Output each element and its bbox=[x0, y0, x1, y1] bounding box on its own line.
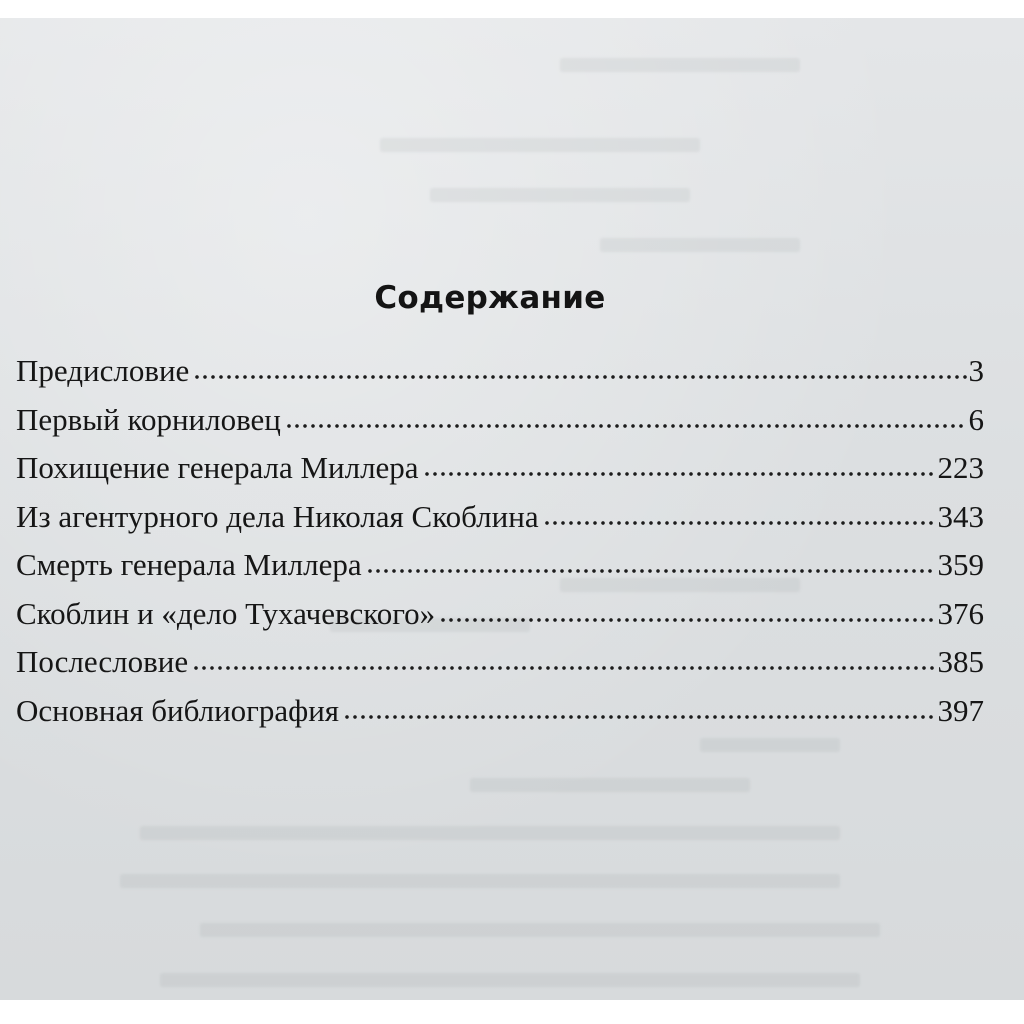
dot-leader bbox=[543, 520, 936, 526]
dot-leader bbox=[423, 471, 936, 477]
toc-entry-page: 223 bbox=[937, 450, 984, 485]
book-page bbox=[0, 18, 1024, 1000]
toc-entry-title: Основная библиография bbox=[16, 692, 340, 728]
toc-entry bbox=[16, 644, 984, 693]
toc-entry-page: 397 bbox=[937, 692, 984, 728]
toc-entry-title: Похищение генерала Миллера bbox=[16, 450, 419, 485]
toc-entry-page: 6 bbox=[968, 401, 984, 437]
toc-entry-title: Из агентурного дела Николая Скоблина bbox=[16, 498, 539, 534]
toc-entry-title: Первый корниловец bbox=[16, 401, 281, 437]
page-title: Содержание bbox=[374, 280, 606, 316]
dot-leader bbox=[285, 423, 967, 429]
toc-entry-title: Послесловие bbox=[16, 644, 189, 679]
toc-entry-page: 343 bbox=[937, 498, 984, 534]
toc-entry-title: Смерть генерала Миллера bbox=[16, 547, 362, 582]
toc-entry-page: 3 bbox=[968, 353, 984, 388]
dot-leader bbox=[366, 568, 936, 574]
dot-leader bbox=[193, 374, 966, 380]
dot-leader bbox=[343, 714, 935, 720]
toc-entry-title: Скоблин и «дело Тухачевского» bbox=[16, 595, 436, 631]
toc-entry-page: 385 bbox=[937, 644, 984, 679]
dot-leader bbox=[192, 665, 935, 671]
toc-entry bbox=[16, 402, 984, 451]
toc-entry-page: 359 bbox=[937, 547, 984, 582]
toc-entry bbox=[16, 450, 984, 499]
toc-entry bbox=[16, 596, 984, 645]
dot-leader bbox=[439, 617, 935, 623]
toc-entry bbox=[16, 353, 984, 402]
toc-entry bbox=[16, 547, 984, 596]
toc-entry-title: Предисловие bbox=[16, 353, 190, 388]
table-of-contents bbox=[16, 353, 984, 741]
toc-entry bbox=[16, 693, 984, 742]
toc-entry bbox=[16, 499, 984, 548]
toc-entry-page: 376 bbox=[937, 595, 984, 631]
